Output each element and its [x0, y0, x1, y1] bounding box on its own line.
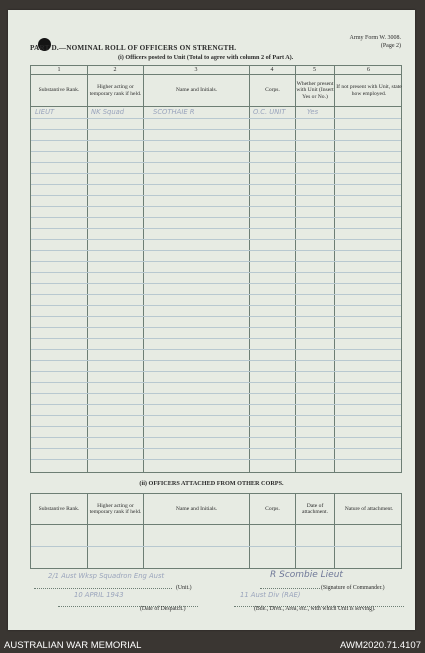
handwritten-rank: LIEUT — [35, 108, 55, 116]
handwritten-corps: O.C. UNIT — [253, 108, 286, 116]
header-how-employed: If not present with Unit, state how employed. — [336, 84, 402, 97]
header-corps: Corps. — [265, 87, 280, 94]
col-number: 4 — [270, 67, 274, 73]
header-corps: Corps. — [265, 505, 280, 512]
handwritten-area: 11 Aust Div (RAE) — [240, 591, 301, 599]
header-name-initials: Name and Initials. — [175, 505, 218, 512]
header-name-initials: Name and Initials. — [175, 87, 218, 94]
form-sheet — [8, 10, 415, 630]
handwritten-higher-rank: NK Squad — [91, 108, 125, 116]
part-title: PART D.—NOMINAL ROLL OF OFFICERS ON STRENGTH. — [30, 44, 237, 52]
handwritten-signature: R Scombie Lieut — [270, 570, 343, 580]
handwritten-name: SCOTHAIE R — [153, 108, 195, 116]
handwritten-present: Yes — [307, 108, 319, 116]
page-number: (Page 2) — [380, 43, 401, 49]
form-number: Army Form W. 3008. — [349, 35, 401, 41]
handwritten-date: 10 APRIL 1943 — [74, 591, 124, 599]
header-substantive-rank: Substantive Rank. — [38, 505, 80, 512]
col-number: 3 — [194, 67, 198, 73]
col-number: 2 — [113, 67, 117, 73]
form-identifier — [349, 34, 401, 50]
header-present-with-unit: Whether present with Unit (Insert Yes or No.) — [296, 80, 334, 100]
area-label: (Bde., Divn., Area, etc., with which Unit is serving). — [254, 606, 376, 612]
section1-table — [30, 65, 402, 473]
header-higher-rank: Higher acting or temporary rank if held. — [89, 84, 142, 97]
caption-accession: AWM2020.71.4107 — [340, 640, 421, 651]
col-number: 6 — [367, 67, 370, 73]
date-label: (Date of Despatch.) — [140, 606, 186, 612]
col-number: 1 — [57, 67, 61, 73]
signature-label: (Signature of Commander.) — [321, 585, 385, 591]
header-higher-rank: Higher acting or temporary rank if held. — [89, 502, 142, 515]
col-number: 5 — [313, 67, 316, 73]
header-substantive-rank: Substantive Rank. — [38, 87, 80, 94]
header-date-attachment: Date of attachment. — [302, 502, 328, 515]
caption-institution: AUSTRALIAN WAR MEMORIAL — [4, 640, 142, 651]
unit-label: (Unit.) — [176, 585, 192, 591]
section1-title: (i) Officers posted to Unit (Total to agree with column 2 of Part A). — [118, 54, 294, 61]
section2-table — [30, 493, 402, 569]
section2-title: (ii) OFFICERS ATTACHED FROM OTHER CORPS. — [139, 480, 284, 487]
handwritten-unit: 2/1 Aust Wksp Squadron Eng Aust — [48, 572, 165, 580]
header-nature-attachment: Nature of attachment. — [344, 505, 394, 512]
